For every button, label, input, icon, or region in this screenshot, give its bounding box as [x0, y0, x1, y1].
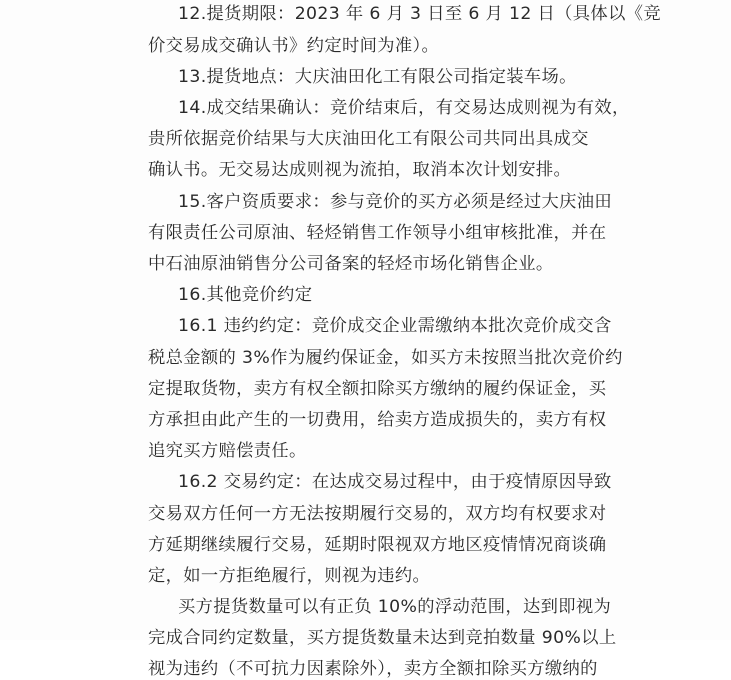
clause-16-1-line-1: 16.1 违约约定：竞价成交企业需缴纳本批次竞价成交含 — [178, 316, 612, 336]
clause-16-2-line-3: 方延期继续履行交易，延期时限视双方地区疫情情况商谈确 — [148, 535, 607, 555]
clause-16-2-line-2: 交易双方任何一方无法按期履行交易的，双方均有权要求对 — [148, 504, 607, 524]
clause-16-1-line-5: 追究买方赔偿责任。 — [148, 441, 307, 461]
clause-15-line-2: 有限责任公司原油、轻烃销售工作领导小组审核批准，并在 — [148, 223, 607, 243]
buyer-quantity-line-2: 完成合同约定数量，买方提货数量未达到竞拍数量 90%以上 — [148, 628, 617, 648]
clause-14-line-2: 贵所依据竞价结果与大庆油田化工有限公司共同出具成交 — [148, 129, 589, 149]
clause-16-heading: 16.其他竞价约定 — [178, 285, 313, 305]
clause-16-1-line-2: 税总金额的 3%作为履约保证金，如买方未按照当批次竞价约 — [148, 348, 623, 368]
clause-15-line-3: 中石油原油销售分公司备案的轻烃市场化销售企业。 — [148, 254, 554, 274]
buyer-quantity-line-1: 买方提货数量可以有正负 10%的浮动范围，达到即视为 — [178, 597, 612, 617]
clause-15-line-1: 15.客户资质要求：参与竞价的买方必须是经过大庆油田 — [178, 192, 613, 212]
clause-14-line-1: 14.成交结果确认：竞价结束后，有交易达成则视为有效， — [178, 98, 630, 118]
clause-14-line-3: 确认书。无交易达成则视为流拍，取消本次计划安排。 — [148, 160, 572, 180]
buyer-quantity-line-3: 视为违约（不可抗力因素除外），卖方全额扣除买方缴纳的 — [148, 659, 598, 679]
clause-16-1-line-3: 定提取货物，卖方有权全额扣除买方缴纳的履约保证金，买 — [148, 379, 607, 399]
clause-12-line-2: 价交易成交确认书》约定时间为准）。 — [148, 36, 440, 56]
clause-16-2-line-1: 16.2 交易约定：在达成交易过程中，由于疫情原因导致 — [178, 472, 612, 492]
clause-16-2-line-4: 定，如一方拒绝履行，则视为违约。 — [148, 566, 431, 586]
clause-13-line-1: 13.提货地点：大庆油田化工有限公司指定装车场。 — [178, 67, 577, 87]
clause-12-line-1: 12.提货期限：2023 年 6 月 3 日至 6 月 12 日（具体以《竞 — [178, 4, 661, 24]
clause-16-1-line-4: 方承担由此产生的一切费用，给卖方造成损失的，卖方有权 — [148, 410, 607, 430]
